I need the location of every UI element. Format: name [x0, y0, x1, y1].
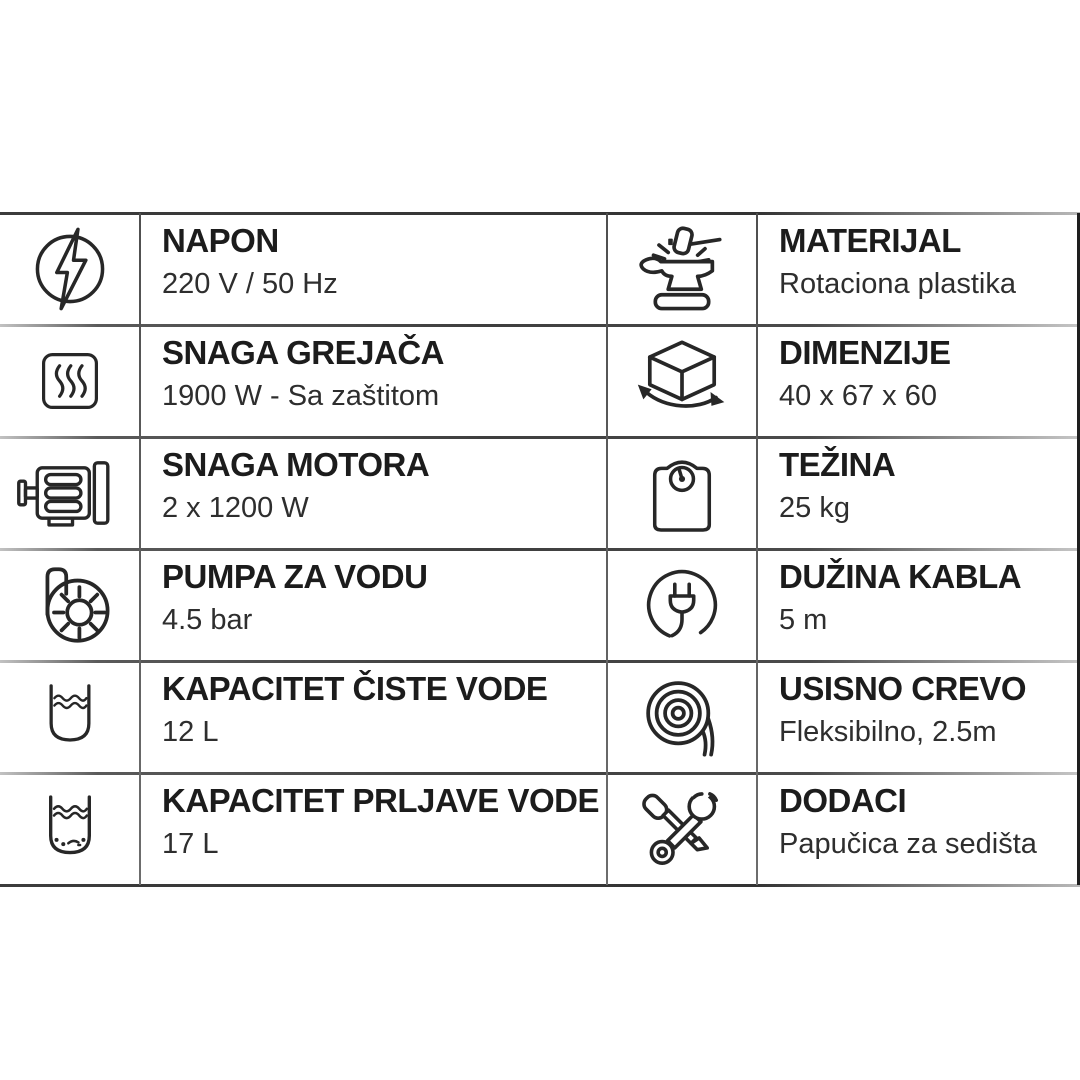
spec-cell-snaga-motora — [140, 437, 607, 549]
spec-title: SNAGA MOTORA — [162, 446, 430, 483]
anvil-icon — [607, 213, 757, 325]
spec-value: 1900 W - Sa zaštitom — [162, 380, 440, 412]
spec-table — [0, 213, 1080, 885]
spec-value: Rotaciona plastika — [779, 268, 1016, 300]
spec-title: NAPON — [162, 222, 279, 259]
spec-title: SNAGA GREJAČA — [162, 334, 444, 371]
spec-title: MATERIJAL — [779, 222, 961, 259]
spec-value: 40 x 67 x 60 — [779, 380, 937, 412]
pump-icon — [0, 549, 140, 661]
spec-value: 25 kg — [779, 492, 850, 524]
spec-cell-prljava-voda — [140, 773, 607, 885]
spec-value: 12 L — [162, 716, 219, 748]
dimensions-icon — [607, 325, 757, 437]
spec-title: KAPACITET PRLJAVE VODE — [162, 782, 599, 819]
spec-cell-snaga-grejaca — [140, 325, 607, 437]
tools-icon — [607, 773, 757, 885]
hose-icon — [607, 661, 757, 773]
spec-cell-cista-voda — [140, 661, 607, 773]
spec-title: DUŽINA KABLA — [779, 558, 1022, 595]
spec-cell-kabl — [757, 549, 1080, 661]
plug-icon — [607, 549, 757, 661]
motor-icon — [0, 437, 140, 549]
spec-cell-dodaci — [757, 773, 1080, 885]
spec-value: 5 m — [779, 604, 828, 636]
spec-value: 2 x 1200 W — [162, 492, 309, 524]
spec-value: 17 L — [162, 828, 219, 860]
spec-value: Fleksibilno, 2.5m — [779, 716, 997, 748]
spec-title: KAPACITET ČISTE VODE — [162, 670, 548, 707]
spec-title: DIMENZIJE — [779, 334, 951, 371]
spec-title: TEŽINA — [779, 446, 896, 483]
spec-value: 4.5 bar — [162, 604, 253, 636]
dirty-water-icon — [0, 773, 140, 885]
spec-cell-tezina — [757, 437, 1080, 549]
spec-value: 220 V / 50 Hz — [162, 268, 338, 300]
voltage-icon — [0, 213, 140, 325]
spec-cell-dimenzije — [757, 325, 1080, 437]
clean-water-icon — [0, 661, 140, 773]
spec-cell-materijal — [757, 213, 1080, 325]
spec-cell-crevo — [757, 661, 1080, 773]
spec-title: USISNO CREVO — [779, 670, 1027, 707]
spec-title: DODACI — [779, 782, 907, 819]
heating-icon — [0, 325, 140, 437]
spec-value: Papučica za sedišta — [779, 828, 1037, 860]
spec-cell-pumpa — [140, 549, 607, 661]
spec-title: PUMPA ZA VODU — [162, 558, 428, 595]
scale-icon — [607, 437, 757, 549]
spec-cell-napon — [140, 213, 607, 325]
